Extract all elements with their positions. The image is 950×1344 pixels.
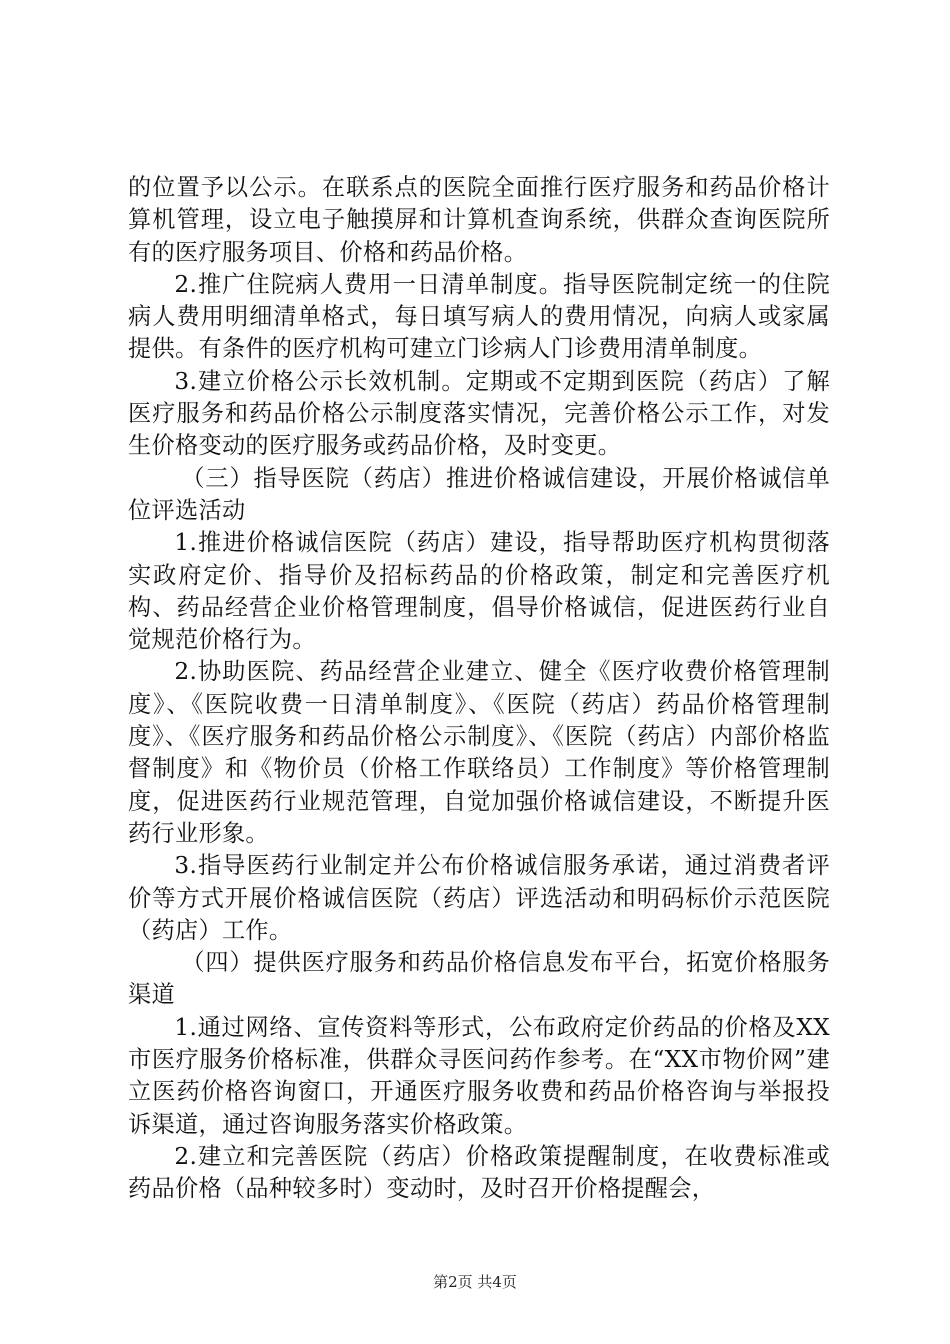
- paragraph-item-2-daily-bill: 2.推广住院病人费用一日清单制度。指导医院制定统一的住院病人费用明细清单格式，每日填写病人的费用情况，向病人或家属提供。有条件的医疗机构可建立门诊病人门诊费用清单制度。: [128, 270, 830, 363]
- paragraph-item-1-integrity: 1.推进价格诚信医院（药店）建设，指导帮助医疗机构贯彻落实政府定价、指导价及招标药品的价格政策，制定和完善医疗机构、药品经营企业价格管理制度，倡导价格诚信，促进医药行业自觉规范价格行为。: [128, 529, 830, 654]
- paragraph-item-3-service-pledge: 3.指导医药行业制定并公布价格诚信服务承诺，通过消费者评价等方式开展价格诚信医院（药店）评选活动和明码标价示范医院（药店）工作。: [128, 852, 830, 944]
- page-footer: 第2页 共4页: [433, 1273, 517, 1291]
- paragraph-item-2-regulations: 2.协助医院、药品经营企业建立、健全《医疗收费价格管理制度》、《医院收费一日清单制度》、《医院（药店）药品价格管理制度》、《医疗服务和药品价格公示制度》、《医院（药店）内部价格监督制度》和《物价员（价格工作联络员）工作制度》等价格管理制度，促进医药行业规范管理，自觉加强价格诚信建设，不断提升医药行业形象。: [128, 658, 830, 847]
- paragraph-continuation: 的位置予以公示。在联系点的医院全面推行医疗服务和药品价格计算机管理，设立电子触摸屏和计算机查询系统，供群众查询医院所有的医疗服务项目、价格和药品价格。: [128, 174, 830, 266]
- paragraph-item-1-publish-prices: 1.通过网络、宣传资料等形式，公布政府定价药品的价格及XX市医疗服务价格标准，供群众寻医问药作参考。在“XX市物价网”建立医药价格咨询窗口，开通医疗服务收费和药品价格咨询与举报投诉渠道，通过咨询服务落实价格政策。: [128, 1013, 830, 1138]
- section-heading-3: （三）指导医院（药店）推进价格诚信建设，开展价格诚信单位评选活动: [128, 464, 830, 524]
- section-heading-4: （四）提供医疗服务和药品价格信息发布平台，拓宽价格服务渠道: [128, 949, 830, 1009]
- paragraph-item-2-reminder-system: 2.建立和完善医院（药店）价格政策提醒制度，在收费标准或药品价格（品种较多时）变动时，及时召开价格提醒会，: [128, 1142, 830, 1203]
- document-body: [128, 172, 830, 1206]
- paragraph-item-3-price-disclosure: 3.建立价格公示长效机制。定期或不定期到医院（药店）了解医疗服务和药品价格公示制度落实情况，完善价格公示工作，对发生价格变动的医疗服务或药品价格，及时变更。: [128, 367, 830, 460]
